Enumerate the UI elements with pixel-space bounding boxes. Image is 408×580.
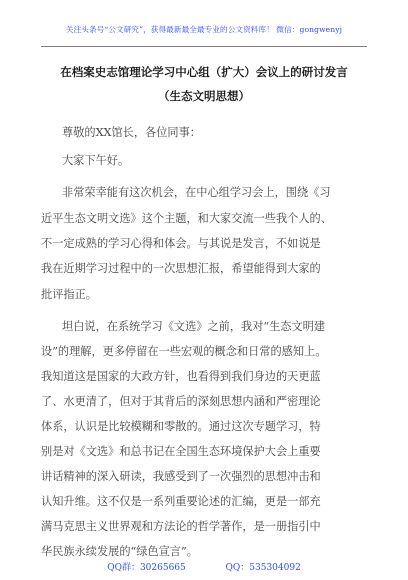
greeting-line: 尊敬的XX馆长，各位同事： — [62, 126, 201, 139]
paragraph-1-line: 我在近期学习过程中的一次思想汇报，希望能得到大家的 — [41, 262, 321, 275]
paragraph-1-line: 非常荣幸能有这次机会，在中心组学习会上，围绕《习 — [62, 186, 331, 199]
paragraph-1-line: 批评指正。 — [41, 288, 97, 301]
paragraph-1-line: 不一定成熟的学习心得和体会。与其说是发言，不如说是 — [41, 237, 321, 250]
footer-qq-group: QQ群：30265665 — [107, 563, 186, 573]
footer-contact — [0, 560, 408, 573]
document-title: 在档案史志馆理论学习中心组（扩大）会议上的研讨发言 — [60, 65, 348, 79]
paragraph-2-line: 设”的理解，更多停留在一些宏观的概念和日常的感知上。 — [41, 345, 327, 358]
paragraph-2-line: 我知道这是国家的大政方针，也看得到我们身边的天更蓝 — [41, 370, 321, 383]
header-banner: 关注头条号“公文研究”，获得最新最全最专业的公文资料库！ 微信：gongwenyj — [65, 25, 343, 34]
salutation-line: 大家下午好。 — [62, 154, 130, 167]
header-divider — [41, 46, 367, 47]
document-subtitle: （生态文明思想） — [158, 89, 250, 103]
paragraph-2-line: 坦白说，在系统学习《文选》之前，我对“生态文明建 — [62, 320, 326, 333]
paragraph-2-line: 讲话精神的深入研读，我感受到了一次强烈的思想冲击和 — [41, 470, 321, 483]
paragraph-2-line: 认知升维。这不仅是一系列重要论述的汇编，更是一部充 — [41, 495, 321, 508]
paragraph-2-line: 满马克思主义世界观和方法论的哲学著作，是一册指引中 — [41, 520, 321, 533]
paragraph-2-line: 别是对《文选》和总书记在全国生态环境保护大会上重要 — [41, 445, 321, 458]
paragraph-2-line: 华民族永续发展的“绿色宣言”。 — [41, 545, 198, 558]
footer-qq: QQ：535304092 — [225, 563, 301, 573]
paragraph-1-line: 近平生态文明文选》这个主题，和大家交流一些我个人的、 — [41, 212, 332, 225]
paragraph-2-line: 了、水更清了，但对于其背后的深刻思想内涵和严密理论 — [41, 395, 321, 408]
paragraph-2-line: 体系，认识是比较模糊和零散的。通过这次专题学习，特 — [41, 420, 321, 433]
